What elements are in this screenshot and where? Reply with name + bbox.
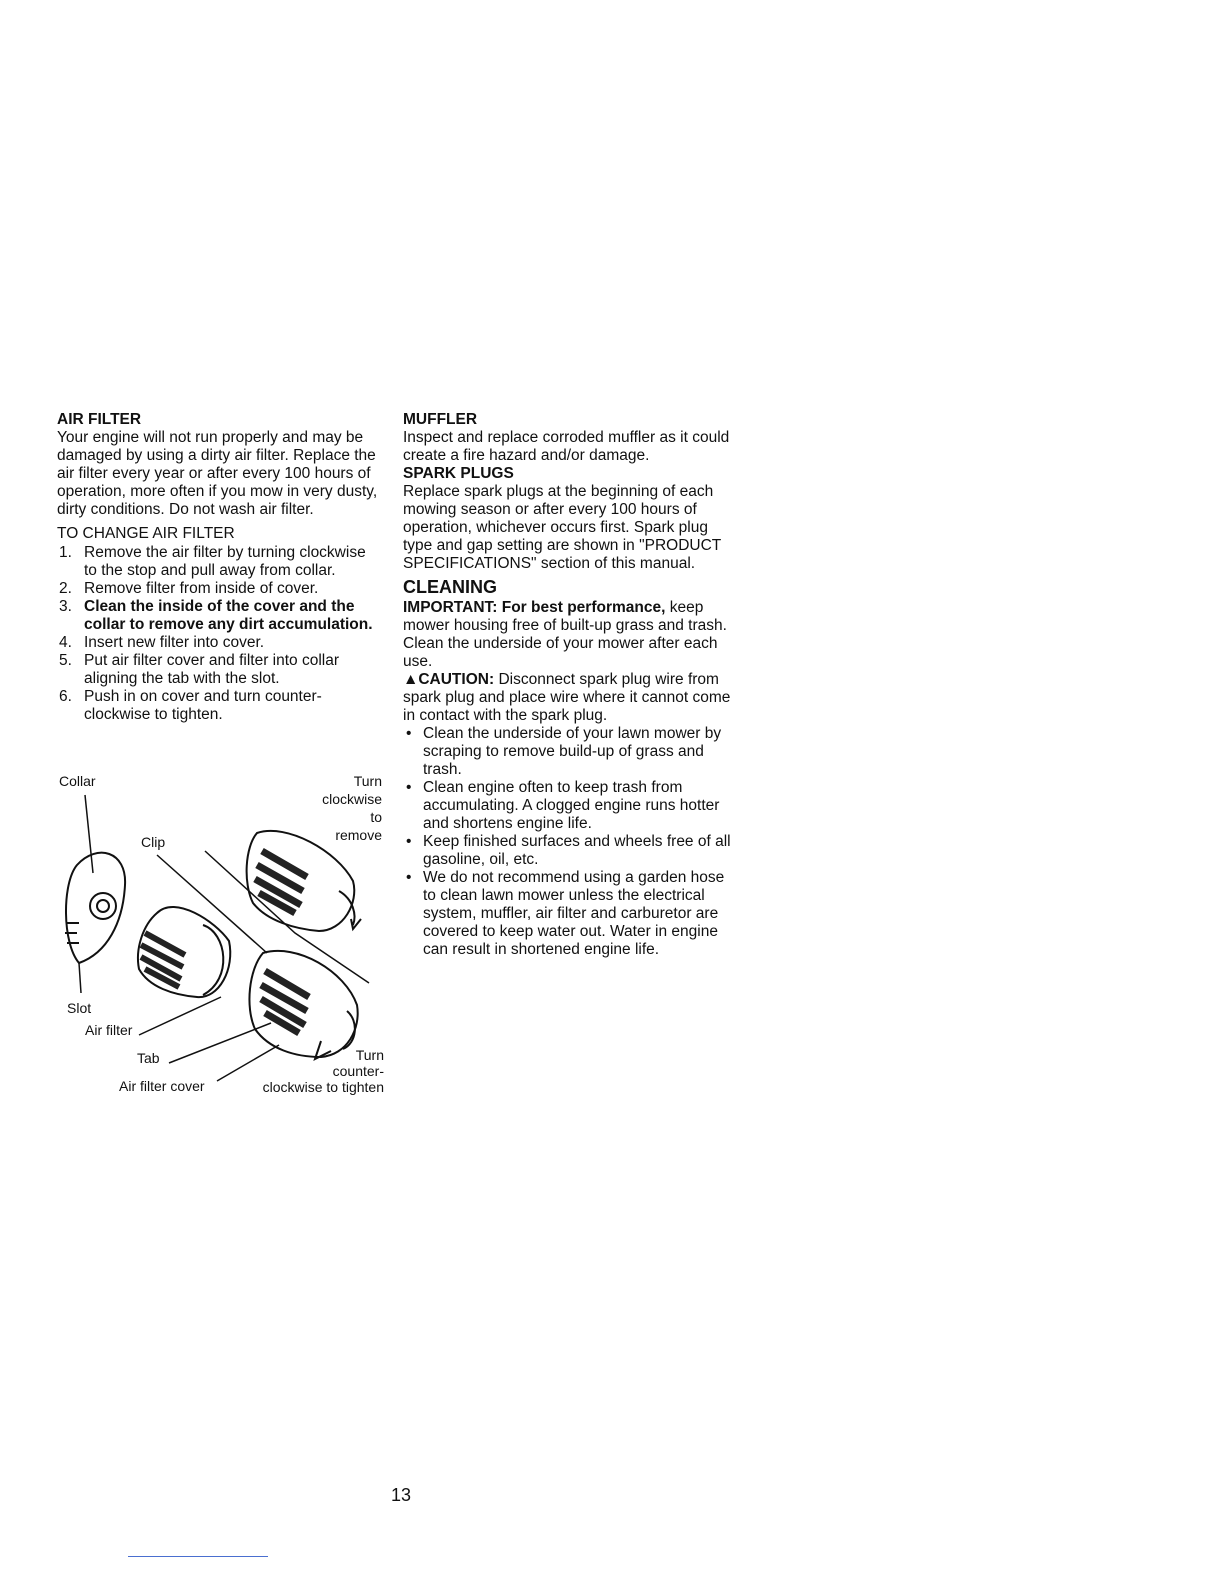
muffler-heading: MUFFLER <box>403 411 478 428</box>
label-air-filter-cover: Air filter cover <box>119 1078 205 1094</box>
right-column <box>403 411 733 959</box>
left-column <box>57 411 382 724</box>
list-item: • We do not recommend using a garden hose to clean lawn mower unless the electrical system, muffler, air filter and carburetor are covered to keep water out. Water in engine can result in shortened engine life. <box>406 869 725 958</box>
step-item: 4. Insert new filter into cover. <box>59 634 265 651</box>
spark-plugs-heading: SPARK PLUGS <box>403 465 514 482</box>
label-clip: Clip <box>141 834 166 850</box>
leader-air-filter <box>139 997 221 1035</box>
muffler-text: Inspect and replace corroded muffler as it could create a fire hazard and/or damage. <box>403 429 730 464</box>
important-note <box>403 599 733 671</box>
label-turn-ccw-1: Turn <box>355 1047 384 1063</box>
caution-note <box>403 671 733 725</box>
air-filter-diagram <box>57 773 387 1098</box>
caution-text: Disconnect spark plug wire from spark plug and place wire where it cannot come in contact with the spark plug. <box>403 671 731 724</box>
leader-tab <box>169 1023 271 1063</box>
label-turn-cw-2: clockwise <box>322 791 382 807</box>
step-item: 2. Remove filter from inside of cover. <box>59 580 319 597</box>
important-label: IMPORTANT: <box>403 599 498 616</box>
leader-cover <box>217 1045 279 1081</box>
important-bold-text: For best performance, <box>501 599 666 616</box>
caution-icon: ▲ <box>403 671 419 688</box>
leader-slot <box>79 963 81 993</box>
bottom-rule <box>128 1556 268 1557</box>
step-item: 5. Put air filter cover and filter into collar aligning the tab with the slot. <box>59 652 339 687</box>
spark-plugs-text: Replace spark plugs at the beginning of each mowing season or after every 100 hours of operation, whichever occurs first. Spark plug type and gap setting are shown in "PRODUCT SPECIFICATIONS" section of this manual. <box>403 483 721 572</box>
list-item: • Keep finished surfaces and wheels free of all gasoline, oil, etc. <box>406 833 731 868</box>
cleaning-bullets <box>403 725 733 959</box>
air-filter-intro: Your engine will not run properly and may be damaged by using a dirty air filter. Replace the air filter every year or after every 100 hours of operation, more often if you mow in very dusty, dirty conditions. Do not wash air filter. <box>57 429 378 518</box>
label-turn-cw-1: Turn <box>353 773 382 789</box>
label-collar: Collar <box>59 773 96 789</box>
caution-label: CAUTION: <box>418 671 495 688</box>
step-item: 3. Clean the inside of the cover and the collar to remove any dirt accumulation. <box>59 598 373 633</box>
page-number: 13 <box>391 1485 412 1505</box>
cleaning-heading: CLEANING <box>403 577 497 597</box>
label-slot: Slot <box>67 1000 92 1016</box>
label-air-filter: Air filter <box>85 1022 133 1038</box>
collar-boss <box>90 893 116 919</box>
label-tab: Tab <box>137 1050 160 1066</box>
list-item: • Clean the underside of your lawn mower by scraping to remove build-up of grass and trash. <box>406 725 722 778</box>
step-item: 1. Remove the air filter by turning clockwise to the stop and pull away from collar. <box>59 544 366 579</box>
change-steps-list <box>57 544 382 724</box>
air-filter-heading: AIR FILTER <box>57 411 142 428</box>
important-text: keep mower housing free of built-up grass and trash. Clean the underside of your mower after each use. <box>403 599 727 670</box>
label-turn-ccw-2: counter- <box>332 1063 384 1079</box>
label-turn-ccw-3: clockwise to tighten <box>262 1079 384 1095</box>
label-turn-cw-4: remove <box>335 827 382 843</box>
step-item: 6. Push in on cover and turn counter-clockwise to tighten. <box>59 688 322 723</box>
list-item: • Clean engine often to keep trash from accumulating. A clogged engine runs hotter and shortens engine life. <box>406 779 720 832</box>
label-turn-cw-3: to <box>370 809 382 825</box>
change-air-filter-heading: TO CHANGE AIR FILTER <box>57 525 235 542</box>
